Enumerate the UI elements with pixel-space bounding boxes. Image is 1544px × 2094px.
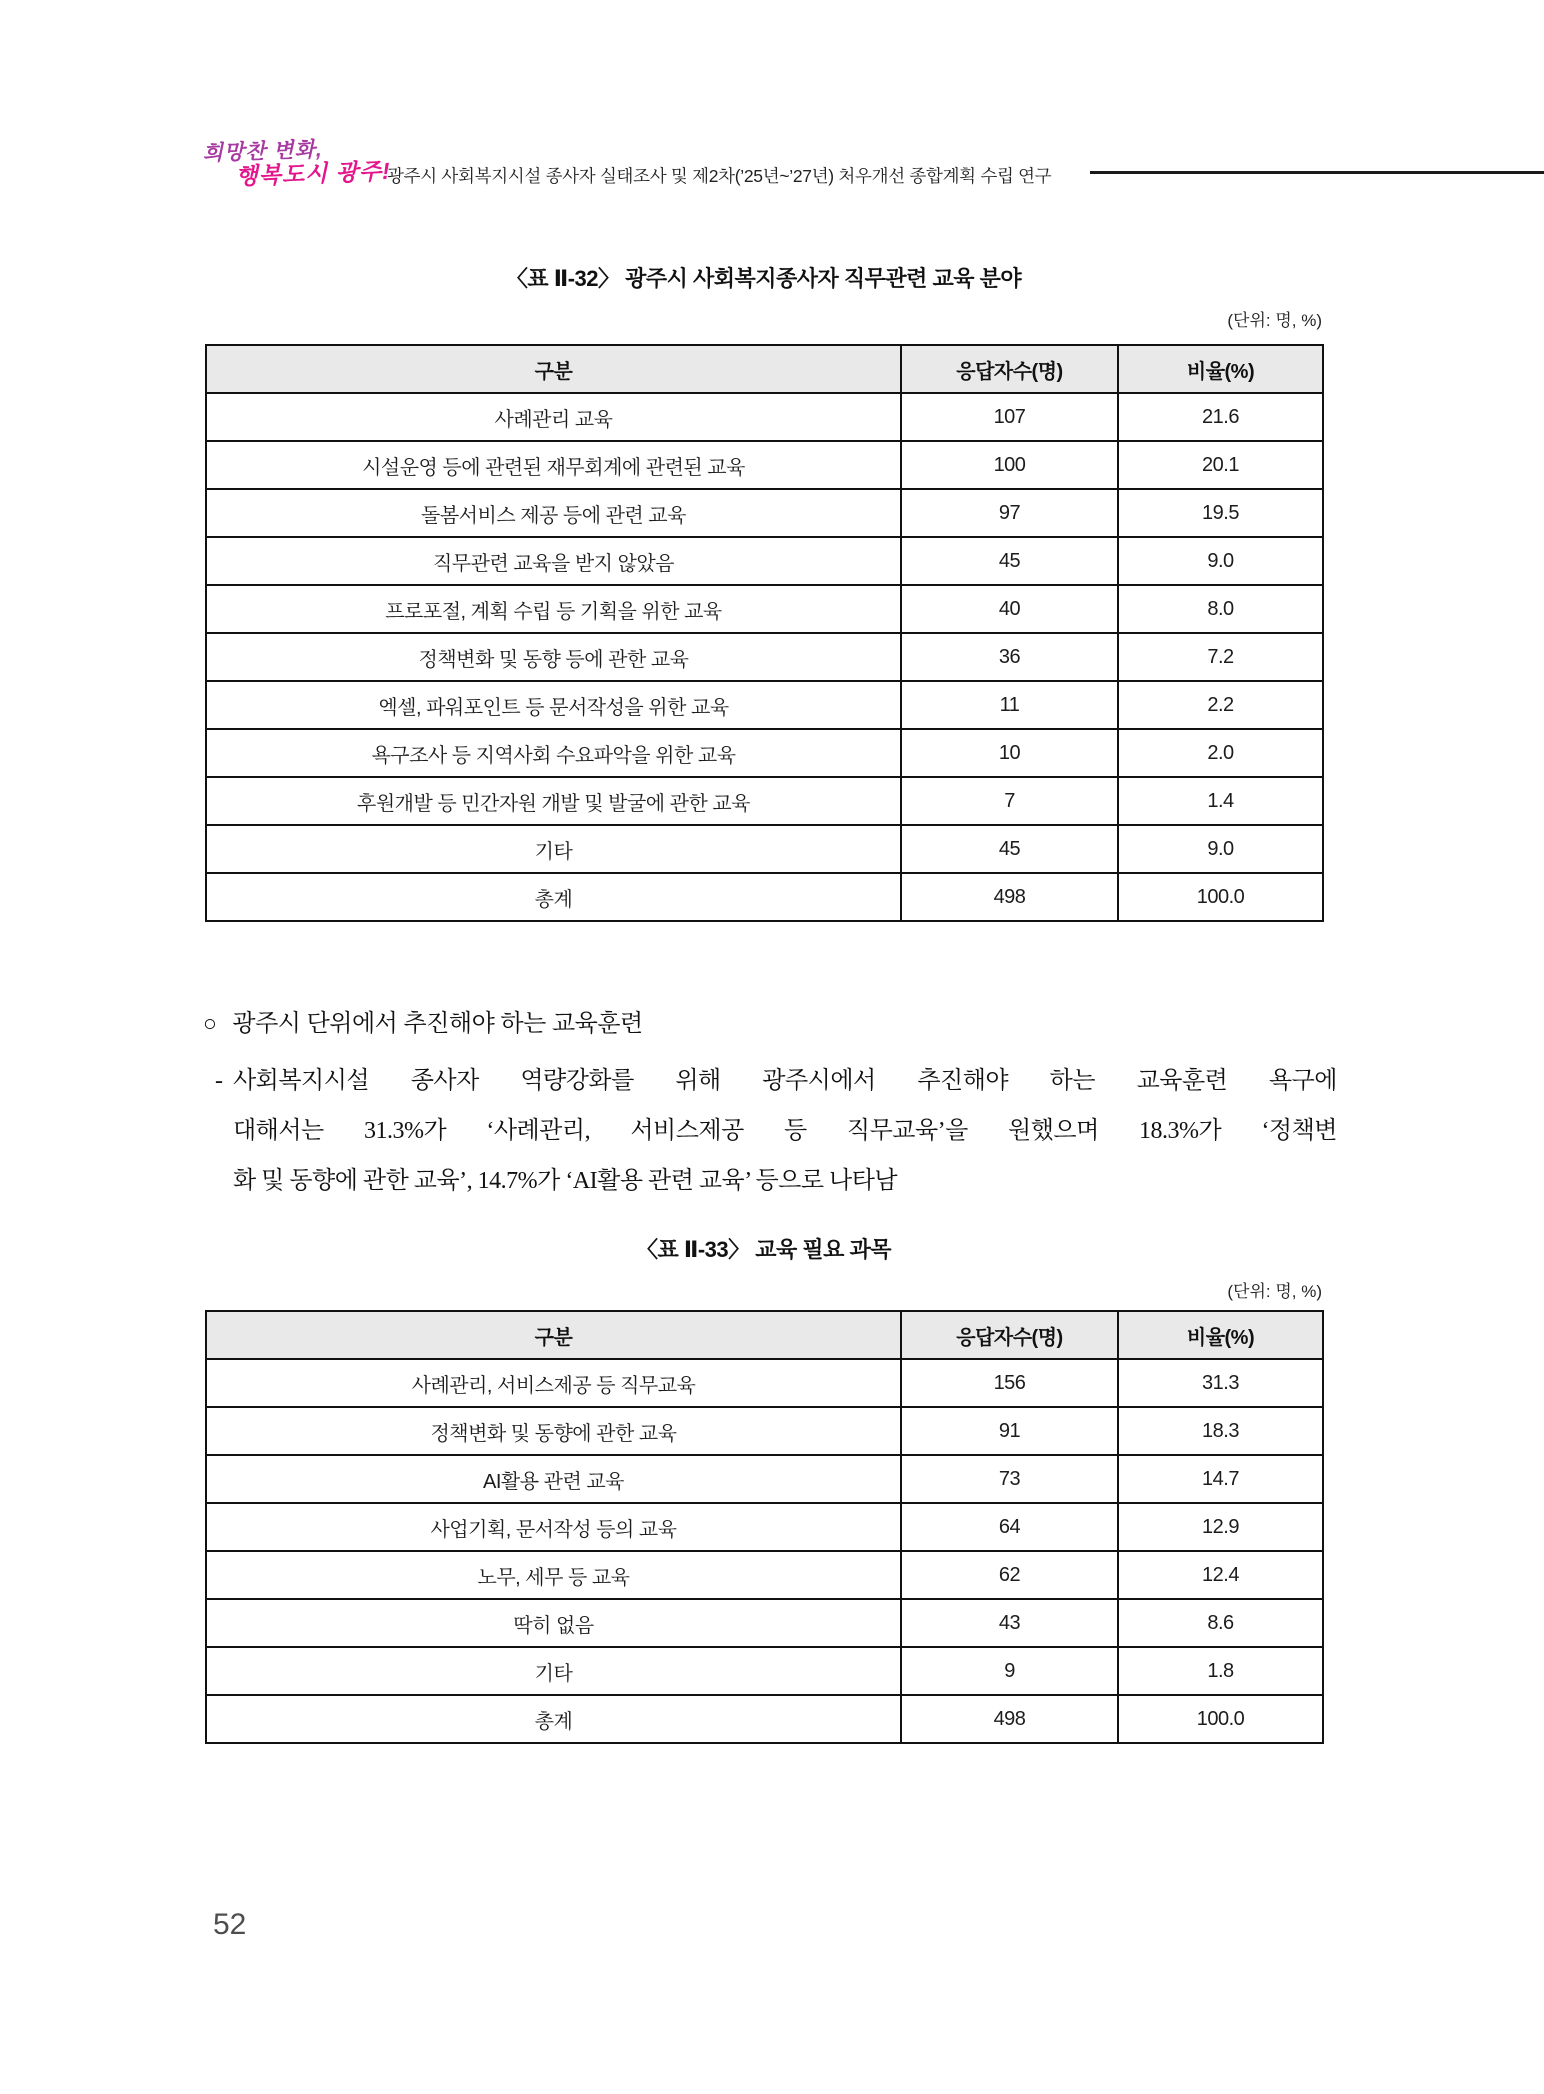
header-rule (1090, 171, 1544, 174)
table-cell: 1.8 (1118, 1647, 1323, 1695)
table-cell: 1.4 (1118, 777, 1323, 825)
table-row (206, 1599, 1323, 1647)
table2-unit-label: (단위: 명, %) (1227, 1282, 1322, 1301)
table-row (206, 1695, 1323, 1743)
column-header: 구분 (206, 1311, 901, 1359)
table-cell: 97 (901, 489, 1118, 537)
table-cell: 기타 (206, 825, 901, 873)
table-cell: 사업기획, 문서작성 등의 교육 (206, 1503, 901, 1551)
table1-caption: 〈표 Ⅱ-32〉 광주시 사회복지종사자 직무관련 교육 분야 (505, 266, 1022, 291)
table-header-row (206, 345, 1323, 393)
table-cell: 엑셀, 파워포인트 등 문서작성을 위한 교육 (206, 681, 901, 729)
page-number: 52 (213, 1908, 247, 1941)
table-cell: 욕구조사 등 지역사회 수요파악을 위한 교육 (206, 729, 901, 777)
table-cell: 노무, 세무 등 교육 (206, 1551, 901, 1599)
table-cell: 8.0 (1118, 585, 1323, 633)
table-cell: 9.0 (1118, 537, 1323, 585)
table-row (206, 489, 1323, 537)
table-cell: 2.2 (1118, 681, 1323, 729)
table-cell: 156 (901, 1359, 1118, 1407)
table-cell: 107 (901, 393, 1118, 441)
table-cell: 프로포절, 계획 수립 등 기획을 위한 교육 (206, 585, 901, 633)
table-cell: 직무관련 교육을 받지 않았음 (206, 537, 901, 585)
table-cell: 100.0 (1118, 1695, 1323, 1743)
table-cell: 18.3 (1118, 1407, 1323, 1455)
table-cell: 73 (901, 1455, 1118, 1503)
column-header: 응답자수(명) (901, 345, 1118, 393)
table-cell: 43 (901, 1599, 1118, 1647)
table-cell: 91 (901, 1407, 1118, 1455)
table-row (206, 777, 1323, 825)
table-cell: 시설운영 등에 관련된 재무회계에 관련된 교육 (206, 441, 901, 489)
table-header-row (206, 1311, 1323, 1359)
table-row (206, 393, 1323, 441)
table-row (206, 729, 1323, 777)
table-cell: 후원개발 등 민간자원 개발 및 발굴에 관한 교육 (206, 777, 901, 825)
table-cell: 9.0 (1118, 825, 1323, 873)
table-row (206, 1503, 1323, 1551)
table-row (206, 1359, 1323, 1407)
table-cell: 10 (901, 729, 1118, 777)
logo-slogan-line2: 행복도시 광주! (234, 157, 392, 190)
table-cell: 100 (901, 441, 1118, 489)
document-title: 광주시 사회복지시설 종사자 실태조사 및 제2차(’25년~’27년) 처우개선 종합계획 수립 연구 (387, 166, 1052, 186)
logo-slogan-line1: 희망찬 변화, (202, 138, 324, 166)
table-cell: 498 (901, 1695, 1118, 1743)
table-needed-courses (205, 1310, 1324, 1744)
paragraph-line: 사회복지시설 종사자 역량강화를 위해 광주시에서 추진해야 하는 교육훈련 욕구에 (233, 1068, 1337, 1094)
table-cell: 31.3 (1118, 1359, 1323, 1407)
table-cell: 8.6 (1118, 1599, 1323, 1647)
table-cell: 45 (901, 537, 1118, 585)
table-row (206, 1647, 1323, 1695)
table-cell: 9 (901, 1647, 1118, 1695)
table-row (206, 873, 1323, 921)
column-header: 응답자수(명) (901, 1311, 1118, 1359)
table2-caption: 〈표 Ⅱ-33〉 교육 필요 과목 (635, 1237, 891, 1262)
table-row (206, 825, 1323, 873)
column-header: 구분 (206, 345, 901, 393)
table-cell: 19.5 (1118, 489, 1323, 537)
table-cell: 100.0 (1118, 873, 1323, 921)
table1-unit-label: (단위: 명, %) (1227, 311, 1322, 330)
paragraph-line: 화 및 동향에 관한 교육’, 14.7%가 ‘AI활용 관련 교육’ 등으로 나타남 (233, 1168, 898, 1194)
table-row (206, 1455, 1323, 1503)
gwangju-city-logo (202, 137, 391, 190)
table-cell: 21.6 (1118, 393, 1323, 441)
table-row (206, 537, 1323, 585)
table-row (206, 1551, 1323, 1599)
table-cell: 12.4 (1118, 1551, 1323, 1599)
table-cell: 11 (901, 681, 1118, 729)
table-row (206, 441, 1323, 489)
table-cell: 20.1 (1118, 441, 1323, 489)
table-cell: 14.7 (1118, 1455, 1323, 1503)
column-header: 비율(%) (1118, 1311, 1323, 1359)
table-cell: 45 (901, 825, 1118, 873)
table-cell: 40 (901, 585, 1118, 633)
table-education-fields (205, 344, 1324, 922)
table-row (206, 1407, 1323, 1455)
table-cell: 7.2 (1118, 633, 1323, 681)
table-cell: 64 (901, 1503, 1118, 1551)
table-cell: 정책변화 및 동향 등에 관한 교육 (206, 633, 901, 681)
section-heading (203, 1003, 643, 1038)
paragraph-line: 대해서는 31.3%가 ‘사례관리, 서비스제공 등 직무교육’을 원했으며 18.3%가 ‘정책변 (233, 1118, 1337, 1144)
table-cell: 36 (901, 633, 1118, 681)
table-cell: 총계 (206, 1695, 901, 1743)
table-cell: 총계 (206, 873, 901, 921)
section-paragraph (215, 1056, 1337, 1206)
table-cell: 사례관리, 서비스제공 등 직무교육 (206, 1359, 901, 1407)
table-row (206, 681, 1323, 729)
dash-bullet: - (215, 1068, 223, 1094)
table-cell: 62 (901, 1551, 1118, 1599)
table-cell: 7 (901, 777, 1118, 825)
table-cell: 돌봄서비스 제공 등에 관련 교육 (206, 489, 901, 537)
table-cell: 498 (901, 873, 1118, 921)
section-heading-text: 광주시 단위에서 추진해야 하는 교육훈련 (232, 1010, 643, 1037)
table-row (206, 585, 1323, 633)
column-header: 비율(%) (1118, 345, 1323, 393)
table-cell: AI활용 관련 교육 (206, 1455, 901, 1503)
table-cell: 기타 (206, 1647, 901, 1695)
circle-bullet: ○ (203, 1010, 217, 1036)
table-cell: 12.9 (1118, 1503, 1323, 1551)
table-cell: 2.0 (1118, 729, 1323, 777)
table-cell: 사례관리 교육 (206, 393, 901, 441)
table-cell: 정책변화 및 동향에 관한 교육 (206, 1407, 901, 1455)
table-row (206, 633, 1323, 681)
page-header (0, 0, 1544, 210)
table-cell: 딱히 없음 (206, 1599, 901, 1647)
